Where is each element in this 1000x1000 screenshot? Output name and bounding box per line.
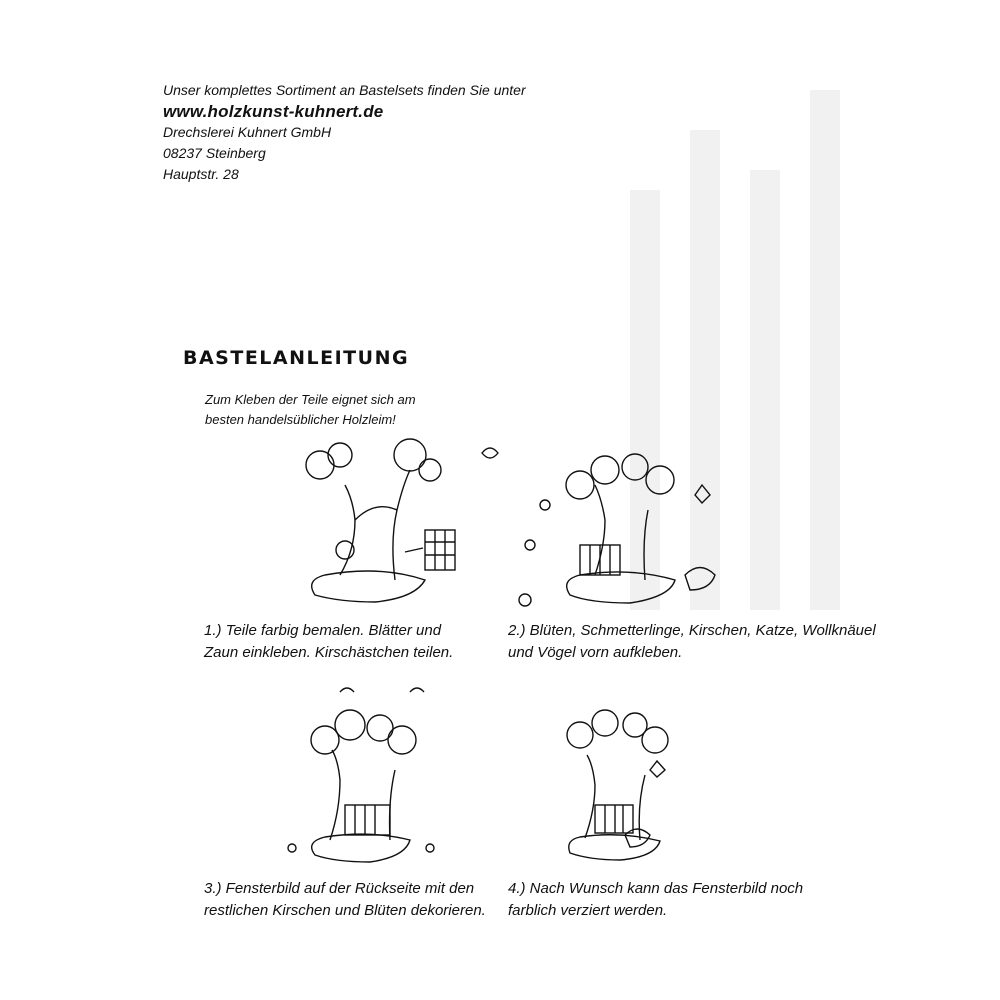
step4-text <box>508 878 803 922</box>
step4-illustration <box>555 705 680 865</box>
page-title: BASTELANLEITUNG <box>183 347 410 369</box>
step3-text <box>204 878 486 922</box>
company-info <box>163 80 526 185</box>
step4-line2: farblich verziert werden. <box>508 902 668 919</box>
step2-line2: und Vögel vorn aufkleben. <box>508 644 683 661</box>
company-street: Hauptstr. 28 <box>163 166 239 182</box>
step2-line1: 2.) Blüten, Schmetterlinge, Kirschen, Katze, Wollknäuel <box>508 622 876 639</box>
glue-note-line1: Zum Kleben der Teile eignet sich am <box>205 392 416 407</box>
step4-line1: 4.) Nach Wunsch kann das Fensterbild noch <box>508 880 804 897</box>
company-name: Drechslerei Kuhnert GmbH <box>163 124 332 140</box>
step3-line2: restlichen Kirschen und Blüten dekorieren. <box>204 902 486 919</box>
step2-text <box>508 620 876 664</box>
step3-illustration <box>280 680 445 870</box>
sortiment-text: Unser komplettes Sortiment an Bastelsets finden Sie unter <box>163 82 526 98</box>
step1-illustration <box>285 430 475 610</box>
step1-line2: Zaun einkleben. Kirschästchen teilen. <box>204 644 454 661</box>
step1-text <box>204 620 453 664</box>
website-link[interactable]: www.holzkunst-kuhnert.de <box>163 102 384 121</box>
glue-note <box>205 390 416 430</box>
step2-illustration <box>470 425 730 615</box>
company-city: 08237 Steinberg <box>163 145 266 161</box>
step3-line1: 3.) Fensterbild auf der Rückseite mit den <box>204 880 475 897</box>
step1-line1: 1.) Teile farbig bemalen. Blätter und <box>204 622 442 639</box>
glue-note-line2: besten handelsüblicher Holzleim! <box>205 412 396 427</box>
